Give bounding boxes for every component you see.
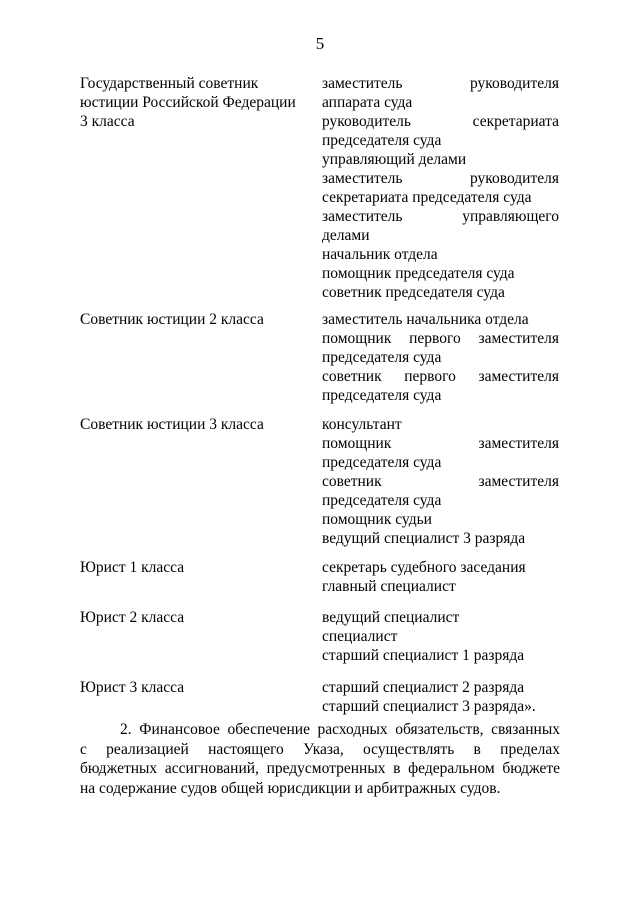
rank-line: юстиции Российской Федерации	[80, 94, 296, 111]
position-line: заместитель руководителя	[322, 75, 559, 92]
rank-line: Юрист 2 класса	[80, 609, 185, 626]
position-list	[322, 74, 559, 302]
position-line: заместитель управляющего	[322, 208, 559, 225]
rank-title	[80, 608, 310, 627]
position-line: председателя суда	[322, 492, 442, 509]
position-line: помощник председателя суда	[322, 265, 515, 282]
position-line: председателя суда	[322, 387, 442, 404]
financing-paragraph	[80, 720, 560, 798]
position-line: руководитель секретариата	[322, 113, 559, 130]
position-list	[322, 558, 559, 596]
rank-title	[80, 310, 310, 329]
position-line: ведущий специалист 3 разряда	[322, 530, 526, 547]
position-line: советник заместителя	[322, 473, 559, 490]
paragraph-line: на содержание судов общей юрисдикции и арбитражных судов.	[80, 779, 501, 797]
position-line: ведущий специалист	[322, 609, 460, 626]
rank-line: Советник юстиции 2 класса	[80, 311, 264, 328]
position-line: управляющий делами	[322, 151, 467, 168]
rank-title	[80, 415, 310, 434]
paragraph-line: бюджетных ассигнований, предусмотренных в федеральном бюджете	[80, 760, 560, 777]
position-list	[322, 608, 559, 665]
position-line: заместитель руководителя	[322, 170, 559, 187]
position-line: главный специалист	[322, 578, 456, 595]
position-line: старший специалист 3 разряда».	[322, 698, 536, 715]
position-line: помощник судьи	[322, 511, 432, 528]
position-line: специалист	[322, 628, 398, 645]
position-line: помощник заместителя	[322, 435, 559, 452]
paragraph-line: 2. Финансовое обеспечение расходных обязательств, связанных	[120, 721, 560, 738]
position-list	[322, 678, 559, 716]
rank-line: Юрист 1 класса	[80, 559, 185, 576]
position-line: председателя суда	[322, 454, 442, 471]
position-line: заместитель начальника отдела	[322, 311, 529, 328]
rank-title	[80, 558, 310, 577]
position-line: старший специалист 2 разряда	[322, 679, 525, 696]
rank-title	[80, 678, 310, 697]
page-number: 5	[315, 34, 325, 53]
position-line: советник председателя суда	[322, 284, 505, 301]
position-line: помощник первого заместителя	[322, 330, 559, 347]
rank-line: Советник юстиции 3 класса	[80, 416, 264, 433]
position-line: председателя суда	[322, 349, 442, 366]
position-line: аппарата суда	[322, 94, 413, 111]
rank-line: 3 класса	[80, 113, 135, 130]
position-line: консультант	[322, 416, 402, 433]
position-line: старший специалист 1 разряда	[322, 647, 525, 664]
position-line: председателя суда	[322, 132, 442, 149]
position-line: секретариата председателя суда	[322, 189, 532, 206]
rank-line: Государственный советник	[80, 75, 259, 92]
position-line: советник первого заместителя	[322, 368, 559, 385]
paragraph-line: с реализацией настоящего Указа, осуществлять в пределах	[80, 740, 560, 758]
position-list	[322, 415, 559, 548]
position-line: начальник отдела	[322, 246, 438, 263]
position-list	[322, 310, 559, 405]
rank-title	[80, 74, 310, 131]
rank-line: Юрист 3 класса	[80, 679, 185, 696]
position-line: секретарь судебного заседания	[322, 559, 526, 576]
position-line: делами	[322, 227, 370, 244]
